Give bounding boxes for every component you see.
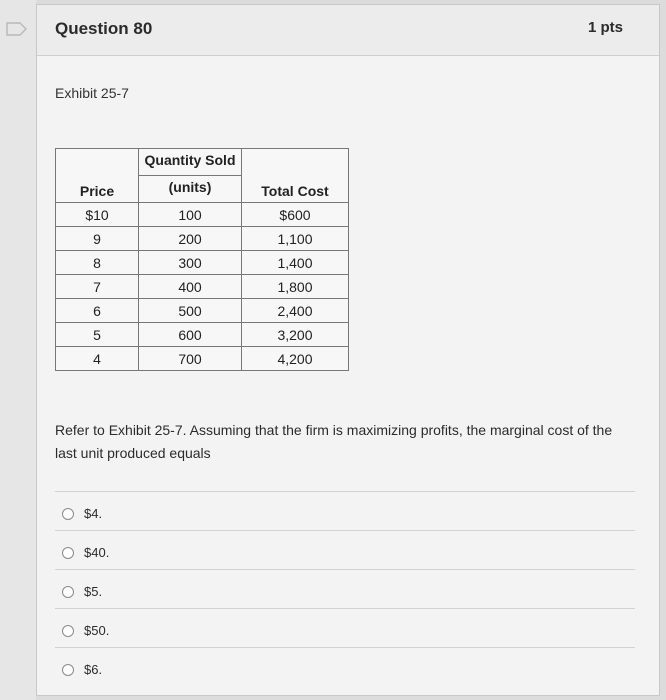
- header-quantity-line2: (units): [139, 176, 242, 203]
- cell-quantity: 700: [139, 347, 242, 371]
- table-row: [56, 323, 349, 347]
- cell-cost: 2,400: [242, 299, 349, 323]
- cell-price: 6: [56, 299, 139, 323]
- table-row: [56, 275, 349, 299]
- answer-label[interactable]: $50.: [84, 623, 110, 638]
- table-body: [56, 203, 349, 371]
- cell-price: 9: [56, 227, 139, 251]
- cell-price: $10: [56, 203, 139, 227]
- table-header-row: [56, 149, 349, 176]
- cell-price: 4: [56, 347, 139, 371]
- cell-cost: 1,100: [242, 227, 349, 251]
- cell-quantity: 600: [139, 323, 242, 347]
- exhibit-table: [55, 148, 349, 371]
- cell-quantity: 300: [139, 251, 242, 275]
- answer-label[interactable]: $5.: [84, 584, 103, 599]
- cell-quantity: 500: [139, 299, 242, 323]
- header-total-cost: Total Cost: [242, 149, 349, 203]
- cell-cost: $600: [242, 203, 349, 227]
- table-row: [56, 347, 349, 371]
- answer-list: [55, 491, 635, 686]
- radio-button[interactable]: [62, 508, 74, 520]
- flag-icon[interactable]: [6, 22, 28, 36]
- cell-quantity: 200: [139, 227, 242, 251]
- question-text: Refer to Exhibit 25-7. Assuming that the firm is maximizing profits, the marginal cost of the last unit produced equals: [55, 422, 613, 461]
- answer-option[interactable]: [55, 491, 635, 530]
- cell-price: 5: [56, 323, 139, 347]
- answer-option[interactable]: [55, 608, 635, 647]
- question-title: Question 80: [55, 19, 153, 38]
- cell-cost: 4,200: [242, 347, 349, 371]
- table-row: [56, 251, 349, 275]
- radio-button[interactable]: [62, 547, 74, 559]
- exhibit-title: Exhibit 25-7: [55, 85, 129, 101]
- header-price: Price: [56, 149, 139, 203]
- cell-price: 7: [56, 275, 139, 299]
- answer-option[interactable]: [55, 569, 635, 608]
- question-header: [37, 5, 659, 56]
- answer-label[interactable]: $4.: [84, 506, 103, 521]
- table-row: [56, 299, 349, 323]
- cell-cost: 1,800: [242, 275, 349, 299]
- cell-quantity: 100: [139, 203, 242, 227]
- question-points: 1 pts: [587, 19, 623, 36]
- answer-option[interactable]: [55, 530, 635, 569]
- radio-button[interactable]: [62, 625, 74, 637]
- cell-cost: 3,200: [242, 323, 349, 347]
- answer-label[interactable]: $40.: [84, 545, 110, 560]
- question-card: [36, 4, 660, 696]
- side-strip: [0, 0, 36, 700]
- radio-button[interactable]: [62, 664, 74, 676]
- cell-quantity: 400: [139, 275, 242, 299]
- radio-button[interactable]: [62, 586, 74, 598]
- header-quantity-line1: Quantity Sold: [139, 149, 242, 176]
- cell-price: 8: [56, 251, 139, 275]
- table-row: [56, 203, 349, 227]
- table-row: [56, 227, 349, 251]
- cell-cost: 1,400: [242, 251, 349, 275]
- answer-label[interactable]: $6.: [84, 662, 103, 677]
- answer-option[interactable]: [55, 647, 635, 686]
